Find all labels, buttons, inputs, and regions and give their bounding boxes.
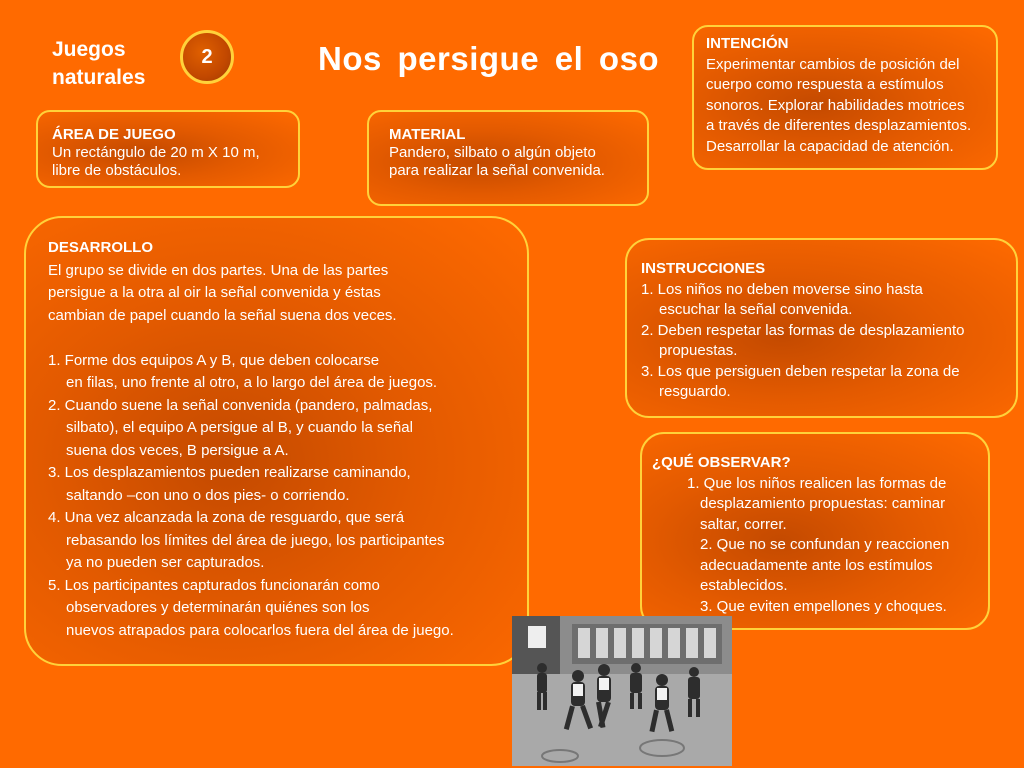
desarrollo-step-line: 4. Una vez alcanzada la zona de resguardo, que será (48, 509, 405, 526)
desarrollo-intro-line: cambian de papel cuando la señal suena dos veces. (48, 306, 397, 324)
desarrollo-step-line: ya no pueden ser capturados. (66, 554, 265, 571)
instrucciones-line: 1. Los niños no deben moverse sino hasta (641, 280, 923, 298)
desarrollo-step-line: rebasando los límites del área de juego, los participantes (66, 531, 445, 549)
desarrollo-title: DESARROLLO (48, 239, 153, 256)
observar-line: 3. Que eviten empellones y choques. (700, 597, 947, 615)
page-title: Nos persigue el oso (318, 40, 660, 77)
desarrollo-step-line: 3. Los desplazamientos pueden realizarse caminando, (48, 464, 411, 481)
topic-line-1: Juegos (52, 38, 126, 61)
intencion-line: a través de diferentes desplazamientos. (706, 117, 972, 134)
area-line: Un rectángulo de 20 m X 10 m, (52, 144, 260, 161)
desarrollo-step-line: observadores y determinarán quiénes son los (66, 599, 370, 616)
desarrollo-step-line: suena dos veces, B persigue a A. (66, 441, 289, 459)
instrucciones-box (625, 238, 1018, 418)
desarrollo-step-line: nuevos atrapados para colocarlos fuera del área de juego. (66, 621, 454, 639)
photo-illustration (512, 616, 732, 766)
instrucciones-line: 3. Los que persiguen deben respetar la zona de (641, 362, 960, 380)
desarrollo-step-line: 1. Forme dos equipos A y B, que deben colocarse (48, 351, 380, 369)
instrucciones-title: INSTRUCCIONES (641, 260, 766, 277)
observar-line: 2. Que no se confundan y reaccionen (700, 536, 950, 553)
instrucciones-line: resguardo. (659, 383, 731, 400)
topic-label (52, 36, 145, 92)
observar-line: saltar, correr. (700, 515, 787, 533)
material-line: Pandero, silbato o algún objeto (389, 144, 596, 161)
children-playing-photo (512, 616, 732, 766)
desarrollo-step-line: 5. Los participantes capturados funcionarán como (48, 576, 380, 594)
desarrollo-box (24, 216, 529, 666)
topic-line-2: naturales (52, 66, 146, 89)
number-badge: 2 (180, 30, 234, 84)
intencion-line: sonoros. Explorar habilidades motrices (706, 96, 965, 114)
desarrollo-step-line: 2. Cuando suene la señal convenida (pandero, palmadas, (48, 396, 433, 414)
material-line: para realizar la señal convenida. (389, 162, 605, 179)
desarrollo-step-line: saltando –con uno o dos pies- o corriendo. (66, 486, 350, 504)
desarrollo-step-line: silbato), el equipo A persigue al B, y cuando la señal (66, 419, 413, 436)
material-title: MATERIAL (389, 126, 466, 143)
area-title: ÁREA DE JUEGO (52, 126, 176, 143)
desarrollo-intro-line: El grupo se divide en dos partes. Una de las partes (48, 261, 389, 279)
que-observar-box (640, 432, 990, 630)
intencion-line: cuerpo como respuesta a estímulos (706, 76, 944, 93)
material-box (367, 110, 649, 206)
observar-line: 1. Que los niños realicen las formas de (687, 474, 947, 492)
instrucciones-line: escuchar la señal convenida. (659, 301, 853, 318)
observar-line: adecuadamente ante los estímulos (700, 556, 933, 574)
observar-title: ¿QUÉ OBSERVAR? (652, 454, 791, 471)
intencion-title: INTENCIÓN (706, 35, 789, 52)
intencion-line: Experimentar cambios de posición del (706, 55, 960, 73)
instrucciones-line: propuestas. (659, 342, 738, 359)
area-de-juego-box (36, 110, 300, 188)
observar-line: establecidos. (700, 577, 788, 594)
instrucciones-line: 2. Deben respetar las formas de desplazamiento (641, 321, 965, 339)
desarrollo-step-line: en filas, uno frente al otro, a lo largo del área de juegos. (66, 374, 438, 391)
intencion-line: Desarrollar la capacidad de atención. (706, 137, 954, 155)
observar-line: desplazamiento propuestas: caminar (700, 495, 946, 512)
intencion-box (692, 25, 998, 170)
area-line: libre de obstáculos. (52, 162, 182, 179)
desarrollo-intro-line: persigue a la otra al oir la señal convenida y éstas (48, 284, 381, 301)
spacer (48, 327, 527, 350)
